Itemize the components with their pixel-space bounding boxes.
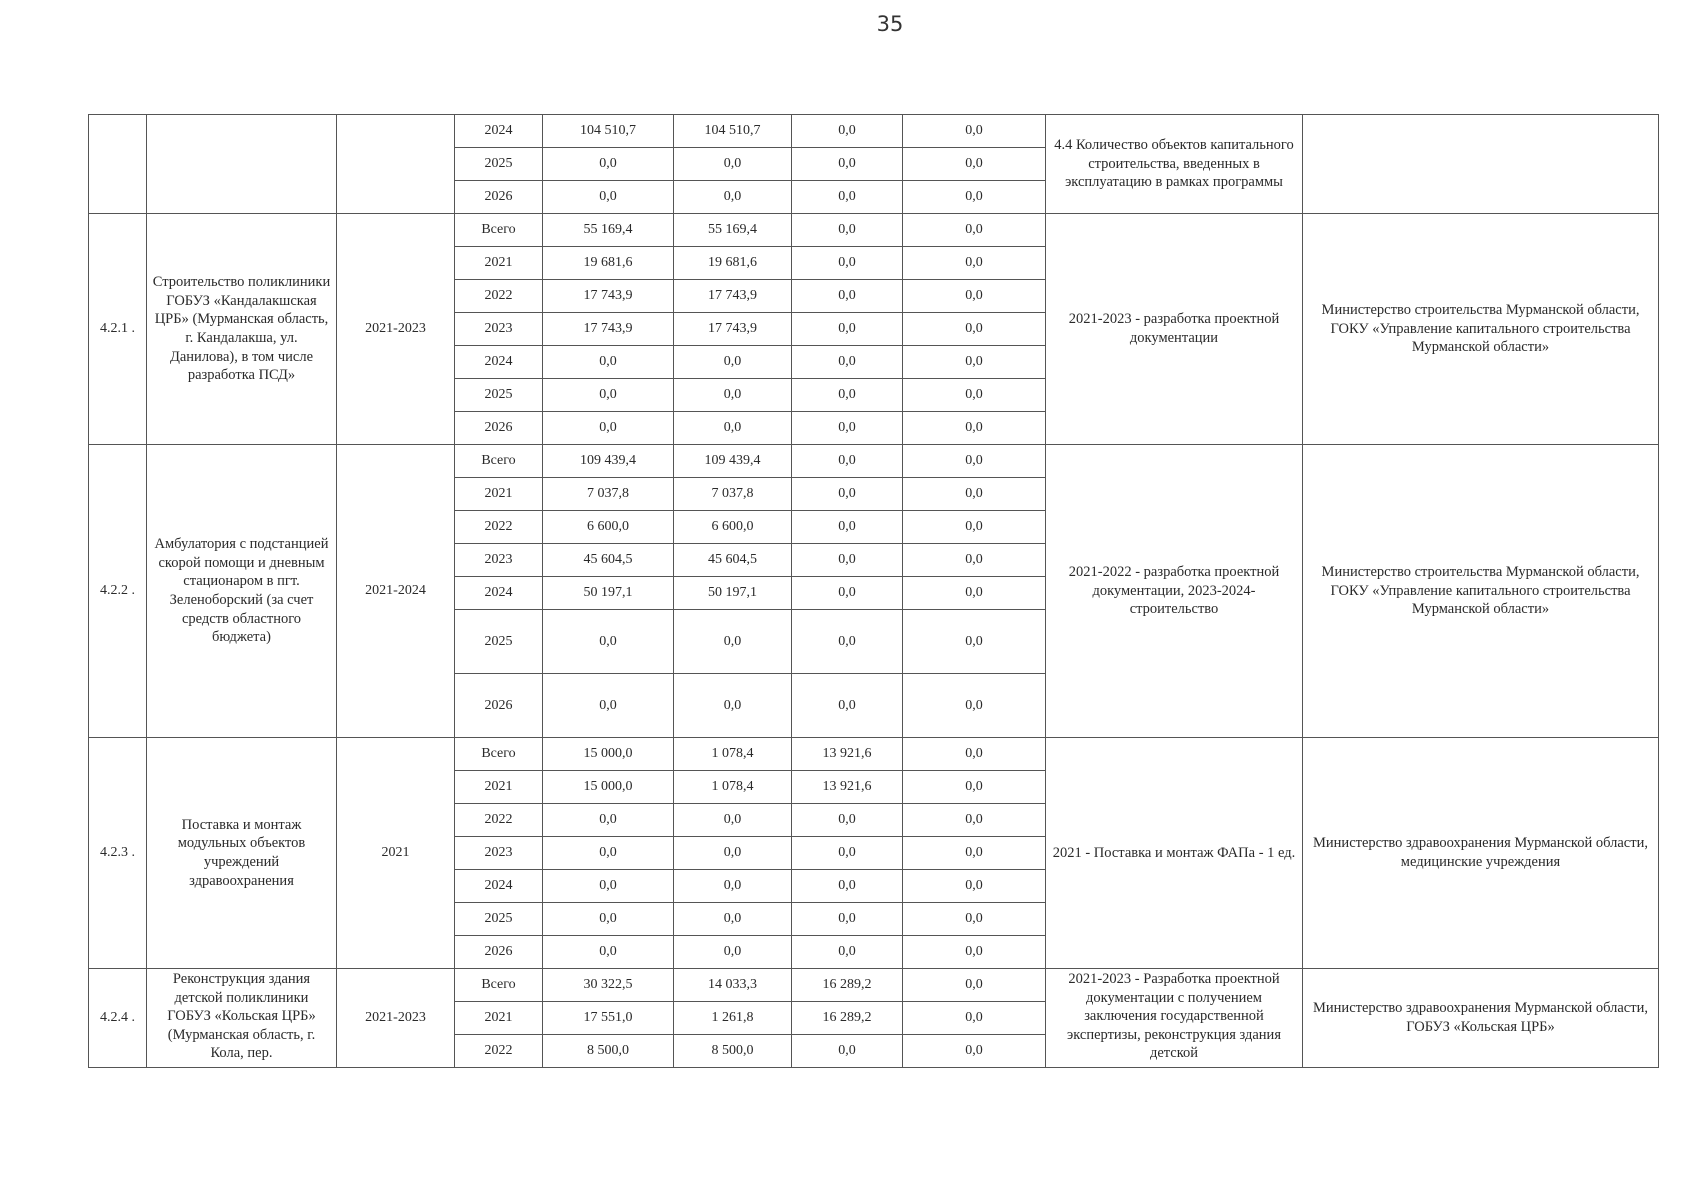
- federal-budget-cell: 0,0: [792, 181, 903, 214]
- item-name-cell: [147, 115, 337, 214]
- other-sources-cell: 0,0: [903, 610, 1046, 674]
- other-sources-cell: 0,0: [903, 379, 1046, 412]
- regional-budget-cell: 7 037,8: [674, 478, 792, 511]
- regional-budget-cell: 0,0: [674, 674, 792, 738]
- year-cell: 2022: [455, 280, 543, 313]
- regional-budget-cell: 0,0: [674, 903, 792, 936]
- year-cell: 2021: [455, 478, 543, 511]
- executor-cell: Министерство здравоохранения Мурманской области, ГОБУЗ «Кольская ЦРБ»: [1303, 969, 1659, 1068]
- year-cell: 2025: [455, 148, 543, 181]
- federal-budget-cell: 0,0: [792, 115, 903, 148]
- other-sources-cell: 0,0: [903, 969, 1046, 1002]
- year-cell: 2022: [455, 804, 543, 837]
- item-number-cell: 4.2.3 .: [89, 738, 147, 969]
- regional-budget-cell: 109 439,4: [674, 445, 792, 478]
- item-number-cell: 4.2.4 .: [89, 969, 147, 1068]
- federal-budget-cell: 13 921,6: [792, 738, 903, 771]
- total-cell: 17 551,0: [543, 1002, 674, 1035]
- regional-budget-cell: 0,0: [674, 379, 792, 412]
- other-sources-cell: 0,0: [903, 674, 1046, 738]
- item-number-cell: [89, 115, 147, 214]
- other-sources-cell: 0,0: [903, 214, 1046, 247]
- item-name-cell: [147, 738, 337, 969]
- regional-budget-cell: 0,0: [674, 936, 792, 969]
- total-cell: 0,0: [543, 610, 674, 674]
- regional-budget-cell: 19 681,6: [674, 247, 792, 280]
- federal-budget-cell: 0,0: [792, 247, 903, 280]
- federal-budget-cell: 0,0: [792, 903, 903, 936]
- other-sources-cell: 0,0: [903, 577, 1046, 610]
- executor-cell: Министерство строительства Мурманской области, ГОКУ «Управление капитального строительства Мурманской области»: [1303, 445, 1659, 738]
- regional-budget-cell: 45 604,5: [674, 544, 792, 577]
- total-cell: 30 322,5: [543, 969, 674, 1002]
- other-sources-cell: 0,0: [903, 1002, 1046, 1035]
- other-sources-cell: 0,0: [903, 115, 1046, 148]
- regional-budget-cell: 8 500,0: [674, 1035, 792, 1068]
- item-name-cell: [147, 214, 337, 445]
- table-row: [89, 445, 1659, 478]
- other-sources-cell: 0,0: [903, 346, 1046, 379]
- federal-budget-cell: 0,0: [792, 804, 903, 837]
- federal-budget-cell: 0,0: [792, 936, 903, 969]
- total-cell: 19 681,6: [543, 247, 674, 280]
- federal-budget-cell: 0,0: [792, 674, 903, 738]
- other-sources-cell: 0,0: [903, 247, 1046, 280]
- federal-budget-cell: 0,0: [792, 214, 903, 247]
- federal-budget-cell: 0,0: [792, 280, 903, 313]
- regional-budget-cell: 14 033,3: [674, 969, 792, 1002]
- table-row: [89, 738, 1659, 771]
- regional-budget-cell: 0,0: [674, 610, 792, 674]
- year-cell: 2024: [455, 346, 543, 379]
- year-cell: 2023: [455, 544, 543, 577]
- year-cell: 2021: [455, 247, 543, 280]
- federal-budget-cell: 0,0: [792, 313, 903, 346]
- result-cell: [1046, 445, 1303, 738]
- period-cell: 2021: [337, 738, 455, 969]
- federal-budget-cell: 0,0: [792, 544, 903, 577]
- table-row: [89, 214, 1659, 247]
- other-sources-cell: 0,0: [903, 738, 1046, 771]
- year-cell: 2021: [455, 1002, 543, 1035]
- result-text: 2021-2022 - разработка проектной документации, 2023-2024-строительство: [1068, 564, 1280, 618]
- result-text: 2021-2023 - Разработка проектной документации с получением заключения государственной экспертизы, реконструкция здания детской: [1066, 971, 1281, 1062]
- total-cell: 17 743,9: [543, 313, 674, 346]
- regional-budget-cell: 6 600,0: [674, 511, 792, 544]
- total-cell: 0,0: [543, 837, 674, 870]
- item-name-text: Амбулатория с подстанцией скорой помощи и дневным стационаром в пгт. Зеленоборский (за счет средств областного бюджета): [154, 536, 329, 646]
- regional-budget-cell: 17 743,9: [674, 280, 792, 313]
- result-text: 2021 - Поставка и монтаж ФАПа - 1 ед.: [1052, 844, 1296, 861]
- regional-budget-cell: 1 078,4: [674, 738, 792, 771]
- item-number-cell: 4.2.2 .: [89, 445, 147, 738]
- year-cell: 2022: [455, 1035, 543, 1068]
- period-cell: 2021-2024: [337, 445, 455, 738]
- program-table: [88, 114, 1659, 1068]
- federal-budget-cell: 0,0: [792, 577, 903, 610]
- year-cell: 2024: [455, 577, 543, 610]
- federal-budget-cell: 0,0: [792, 379, 903, 412]
- total-cell: 15 000,0: [543, 771, 674, 804]
- federal-budget-cell: 0,0: [792, 1035, 903, 1068]
- federal-budget-cell: 16 289,2: [792, 1002, 903, 1035]
- federal-budget-cell: 0,0: [792, 610, 903, 674]
- year-cell: 2026: [455, 412, 543, 445]
- regional-budget-cell: 1 261,8: [674, 1002, 792, 1035]
- year-cell: 2026: [455, 674, 543, 738]
- table-body: [89, 115, 1659, 1068]
- other-sources-cell: 0,0: [903, 148, 1046, 181]
- other-sources-cell: 0,0: [903, 1035, 1046, 1068]
- year-cell: Всего: [455, 445, 543, 478]
- other-sources-cell: 0,0: [903, 771, 1046, 804]
- total-cell: 55 169,4: [543, 214, 674, 247]
- total-cell: 15 000,0: [543, 738, 674, 771]
- year-cell: Всего: [455, 738, 543, 771]
- total-cell: 0,0: [543, 903, 674, 936]
- regional-budget-cell: 0,0: [674, 346, 792, 379]
- regional-budget-cell: 50 197,1: [674, 577, 792, 610]
- total-cell: 8 500,0: [543, 1035, 674, 1068]
- federal-budget-cell: 0,0: [792, 412, 903, 445]
- total-cell: 0,0: [543, 804, 674, 837]
- table-row: [89, 115, 1659, 148]
- other-sources-cell: 0,0: [903, 478, 1046, 511]
- year-cell: Всего: [455, 214, 543, 247]
- year-cell: 2025: [455, 610, 543, 674]
- federal-budget-cell: 0,0: [792, 511, 903, 544]
- result-cell: [1046, 969, 1303, 1068]
- total-cell: 0,0: [543, 346, 674, 379]
- total-cell: 104 510,7: [543, 115, 674, 148]
- federal-budget-cell: 0,0: [792, 870, 903, 903]
- item-name-text: Реконструкция здания детской поликлиники ГОБУЗ «Кольская ЦРБ» (Мурманская область, г. Кола, пер.: [167, 971, 316, 1062]
- total-cell: 0,0: [543, 674, 674, 738]
- year-cell: 2025: [455, 379, 543, 412]
- period-cell: 2021-2023: [337, 214, 455, 445]
- federal-budget-cell: 0,0: [792, 346, 903, 379]
- result-cell: [1046, 738, 1303, 969]
- year-cell: 2021: [455, 771, 543, 804]
- year-cell: 2024: [455, 115, 543, 148]
- page-number: 35: [876, 12, 904, 36]
- result-cell: [1046, 214, 1303, 445]
- executor-cell: Министерство строительства Мурманской области, ГОКУ «Управление капитального строительства Мурманской области»: [1303, 214, 1659, 445]
- period-cell: [337, 115, 455, 214]
- other-sources-cell: 0,0: [903, 412, 1046, 445]
- table-row: [89, 969, 1659, 1002]
- year-cell: Всего: [455, 969, 543, 1002]
- regional-budget-cell: 0,0: [674, 148, 792, 181]
- year-cell: 2025: [455, 903, 543, 936]
- other-sources-cell: 0,0: [903, 544, 1046, 577]
- other-sources-cell: 0,0: [903, 280, 1046, 313]
- other-sources-cell: 0,0: [903, 870, 1046, 903]
- year-cell: 2023: [455, 837, 543, 870]
- item-name-text: Поставка и монтаж модульных объектов учреждений здравоохранения: [177, 816, 306, 889]
- executor-cell: [1303, 115, 1659, 214]
- total-cell: 17 743,9: [543, 280, 674, 313]
- federal-budget-cell: 13 921,6: [792, 771, 903, 804]
- total-cell: 0,0: [543, 379, 674, 412]
- total-cell: 7 037,8: [543, 478, 674, 511]
- result-text: 2021-2023 - разработка проектной документации: [1068, 311, 1280, 346]
- total-cell: 0,0: [543, 148, 674, 181]
- total-cell: 0,0: [543, 870, 674, 903]
- total-cell: 6 600,0: [543, 511, 674, 544]
- federal-budget-cell: 0,0: [792, 837, 903, 870]
- other-sources-cell: 0,0: [903, 936, 1046, 969]
- regional-budget-cell: 0,0: [674, 837, 792, 870]
- item-name-cell: [147, 445, 337, 738]
- regional-budget-cell: 1 078,4: [674, 771, 792, 804]
- other-sources-cell: 0,0: [903, 837, 1046, 870]
- executor-cell: Министерство здравоохранения Мурманской области, медицинские учреждения: [1303, 738, 1659, 969]
- total-cell: 0,0: [543, 412, 674, 445]
- year-cell: 2026: [455, 181, 543, 214]
- total-cell: 0,0: [543, 181, 674, 214]
- total-cell: 0,0: [543, 936, 674, 969]
- period-cell: 2021-2023: [337, 969, 455, 1068]
- year-cell: 2023: [455, 313, 543, 346]
- result-cell: 4.4 Количество объектов капитального строительства, введенных в эксплуатацию в рамках программы: [1046, 115, 1303, 214]
- item-name-cell: [147, 969, 337, 1068]
- regional-budget-cell: 0,0: [674, 870, 792, 903]
- year-cell: 2022: [455, 511, 543, 544]
- item-number-cell: 4.2.1 .: [89, 214, 147, 445]
- federal-budget-cell: 0,0: [792, 478, 903, 511]
- total-cell: 50 197,1: [543, 577, 674, 610]
- total-cell: 109 439,4: [543, 445, 674, 478]
- regional-budget-cell: 0,0: [674, 412, 792, 445]
- federal-budget-cell: 16 289,2: [792, 969, 903, 1002]
- year-cell: 2024: [455, 870, 543, 903]
- year-cell: 2026: [455, 936, 543, 969]
- other-sources-cell: 0,0: [903, 804, 1046, 837]
- regional-budget-cell: 104 510,7: [674, 115, 792, 148]
- federal-budget-cell: 0,0: [792, 148, 903, 181]
- regional-budget-cell: 0,0: [674, 804, 792, 837]
- total-cell: 45 604,5: [543, 544, 674, 577]
- item-name-text: Строительство поликлиники ГОБУЗ «Кандалакшская ЦРБ» (Мурманская область, г. Кандалакша, ул. Данилова), в том числе разработка ПСД»: [152, 274, 331, 384]
- other-sources-cell: 0,0: [903, 511, 1046, 544]
- regional-budget-cell: 55 169,4: [674, 214, 792, 247]
- other-sources-cell: 0,0: [903, 445, 1046, 478]
- other-sources-cell: 0,0: [903, 903, 1046, 936]
- other-sources-cell: 0,0: [903, 313, 1046, 346]
- regional-budget-cell: 17 743,9: [674, 313, 792, 346]
- federal-budget-cell: 0,0: [792, 445, 903, 478]
- other-sources-cell: 0,0: [903, 181, 1046, 214]
- regional-budget-cell: 0,0: [674, 181, 792, 214]
